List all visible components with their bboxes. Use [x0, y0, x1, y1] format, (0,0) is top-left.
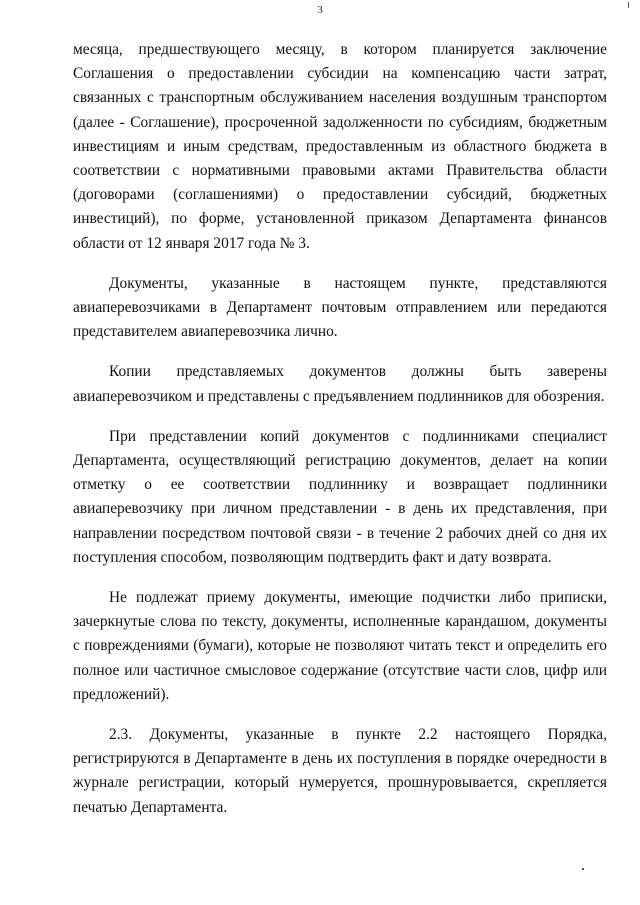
paragraph-continuation: месяца, предшествующего месяцу, в котором планируется заключение Соглашения о предоставлении субсидии на компенсацию части затрат, связанных с транспортным обслуживанием населения воздушным транспортом (далее - Соглашение), просроченной задолженности по субсидиям, бюджетным инвестициям и иным средствам, предоставленным из областного бюджета в соответствии с нормативными правовыми актами Правительства области (договорами (соглашениями) о предоставлении субсидий, бюджетных инвестиций), по форме, установленной приказом Департамента финансов области от 12 января 2017 года № 3.: [73, 41, 607, 252]
scan-speck: [582, 868, 584, 870]
paragraph-submission-method: Документы, указанные в настоящем пункте, представляются авиаперевозчиками в Департамент почтовым отправлением или передаются представителем авиаперевозчика лично.: [73, 274, 607, 341]
scan-speck: [628, 2, 629, 8]
paragraph-registration: 2.3. Документы, указанные в пункте 2.2 настоящего Порядка, регистрируются в Департаменте в день их поступления в порядке очередности в журнале регистрации, который нумеруется, прошнуровывается, скрепляется печатью Департамента.: [73, 726, 607, 816]
page-number: 3: [317, 4, 323, 16]
paragraph-rejection-grounds: Не подлежат приему документы, имеющие подчистки либо приписки, зачеркнутые слова по тексту, документы, исполненные карандашом, документы с повреждениями (бумаги), которые не позволяют читать текст и определить его полное или частичное смысловое содержание (отсутствие части слов, цифр или предложений).: [73, 589, 607, 703]
paragraph-copies-certification: Копии представляемых документов должны быть заверены авиаперевозчиком и представлены с предъявлением подлинников для обозрения.: [73, 363, 607, 405]
document-body: [73, 38, 607, 836]
paragraph-copies-verification: При представлении копий документов с подлинниками специалист Департамента, осуществляющий регистрацию документов, делает на копии отметку о ее соответствии подлиннику и возвращает подлинники авиаперевозчику при личном представлении - в день их представления, при направлении посредством почтовой связи - в течение 2 рабочих дней со дня их поступления способом, позволяющим подтвердить факт и дату возврата.: [73, 427, 607, 566]
